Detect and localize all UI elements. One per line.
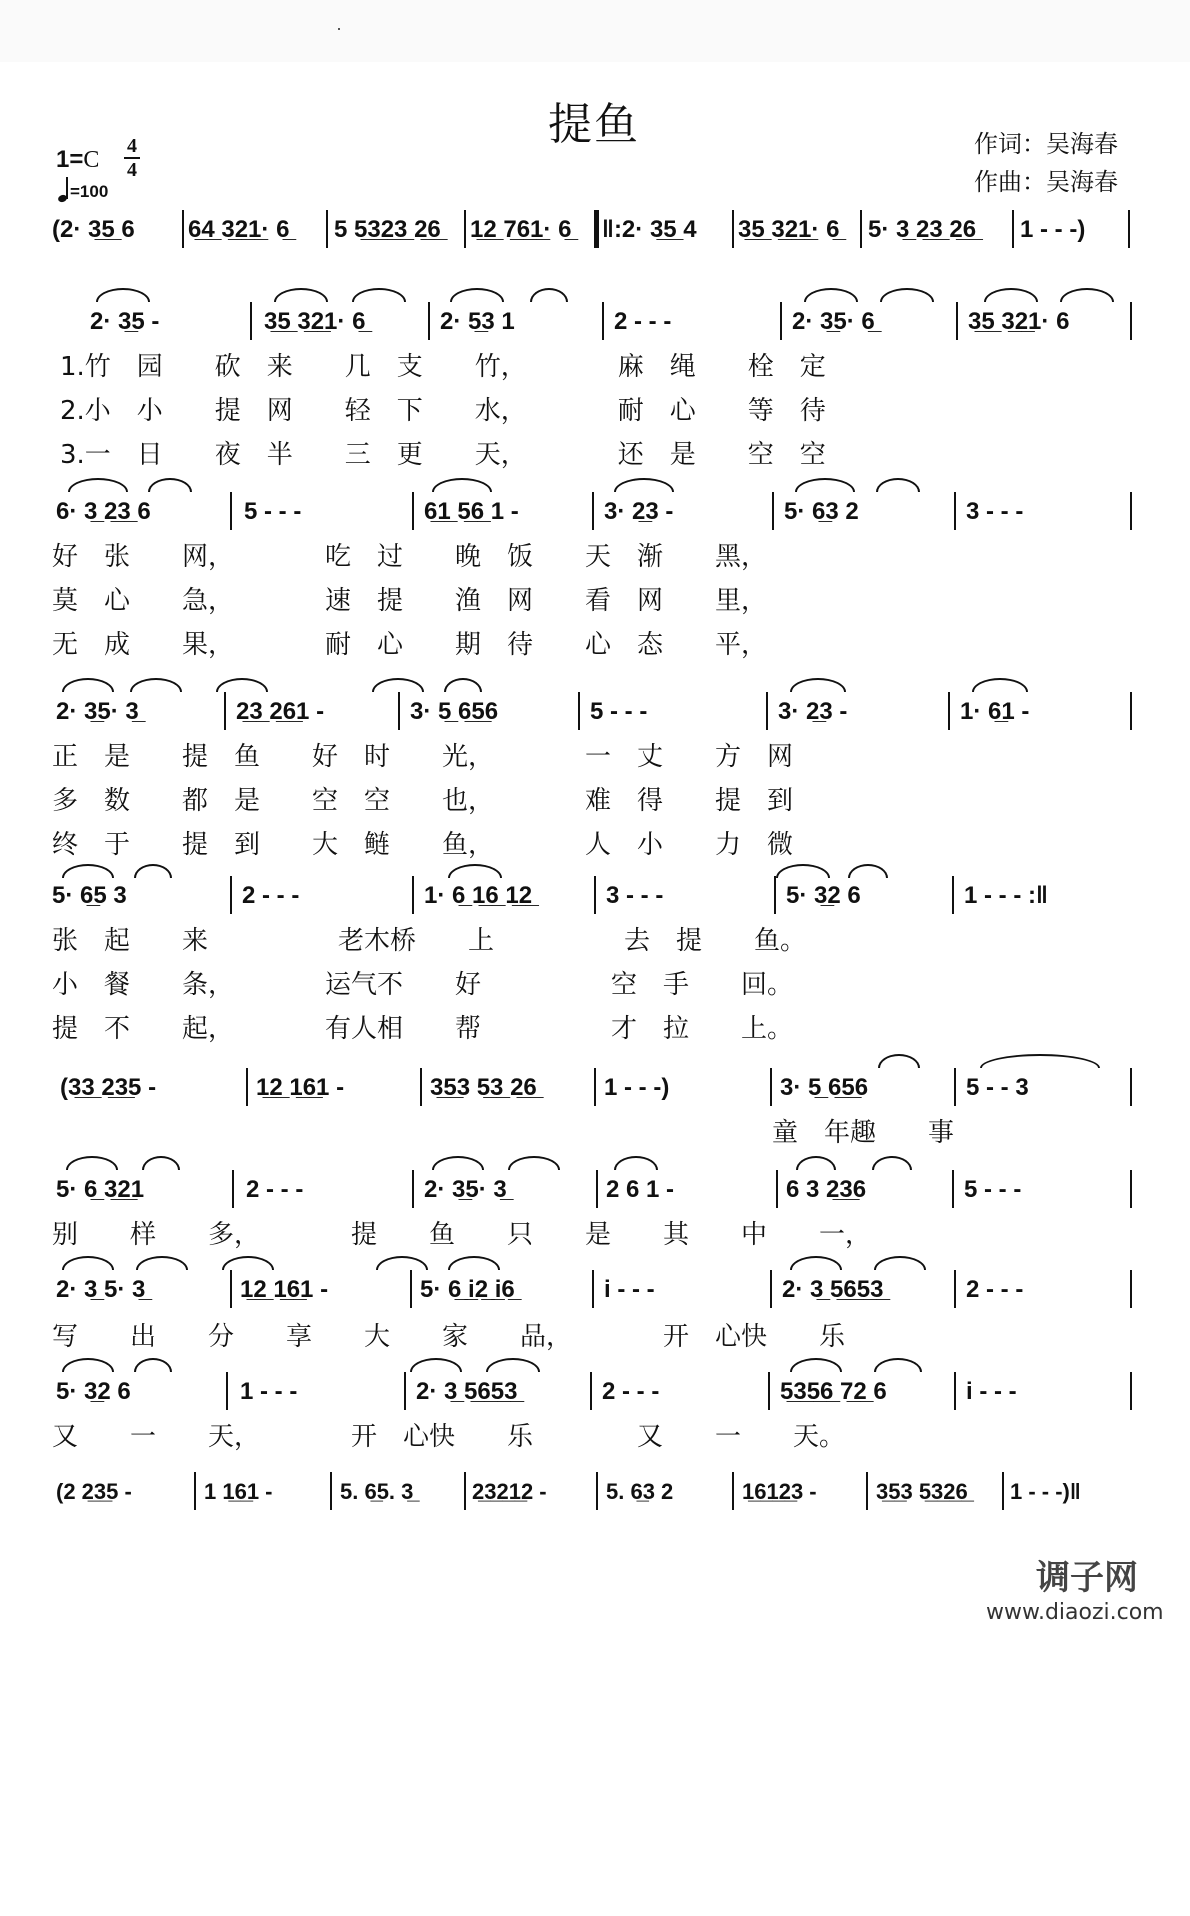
barline: [732, 210, 734, 248]
slur: [878, 1054, 920, 1068]
measure: (2· 3̲5̲ 6: [52, 216, 135, 243]
measure: 2 6 1 -: [606, 1176, 675, 1203]
notes-row: [0, 212, 1086, 248]
barline: [594, 1068, 596, 1106]
slur: [804, 288, 858, 302]
composer-credit: 作曲：吴海春: [974, 168, 1118, 196]
slur: [486, 1358, 540, 1372]
barline: [398, 692, 400, 730]
barline: [592, 492, 594, 530]
barline: [1130, 1068, 1132, 1106]
barline: [230, 1270, 232, 1308]
barline: [952, 1170, 954, 1208]
measure: 2̲3̲2̲1̲2 -: [472, 1479, 547, 1504]
top-margin-band: [0, 0, 1190, 62]
barline: [952, 876, 954, 914]
watermark-site-name: 调子网: [1036, 1558, 1138, 1598]
measure: 3 - - -: [606, 882, 664, 909]
tempo-marking: [58, 178, 108, 202]
barline: [1012, 210, 1014, 248]
slur: [148, 478, 192, 492]
slur: [614, 478, 674, 492]
quarter-note-icon: [58, 178, 70, 202]
barline: [412, 1170, 414, 1208]
measure: 1 - - - :‖: [964, 882, 1048, 909]
measure: i - - -: [966, 1378, 1017, 1405]
time-sig-top: 4: [127, 135, 137, 157]
barline: [602, 302, 604, 340]
barline: [768, 1372, 770, 1410]
barline: [866, 1472, 868, 1510]
measure: 1̲2̲ 1̲6̲1 -: [240, 1276, 329, 1303]
barline: [428, 302, 430, 340]
lyric-line: 写 出 分 享 大 家 品， 开 心快 乐: [52, 1322, 846, 1352]
key-signature: [56, 146, 99, 174]
barline: [954, 492, 956, 530]
slur: [136, 1256, 188, 1270]
measure: (3̲3̲ 2̲3̲5 -: [60, 1074, 157, 1101]
slur: [66, 1156, 118, 1170]
watermark-url: www.diaozi.com: [986, 1600, 1164, 1625]
measure: 3̲5̲ 3̲2̲1· 6̲: [264, 308, 366, 335]
barline: [230, 876, 232, 914]
barline: [194, 1472, 196, 1510]
barline: [732, 1472, 734, 1510]
measure: 2· 3̲ 5̲6̲5̲3̲: [416, 1378, 518, 1405]
slur: [450, 288, 504, 302]
barline: [766, 692, 768, 730]
slur: [776, 864, 830, 878]
slur: [448, 1256, 500, 1270]
measure: 6 3 2̲3̲6: [786, 1176, 867, 1203]
slur: [530, 288, 568, 302]
barline: [948, 692, 950, 730]
lyricist-credit: 作词：吴海春: [974, 130, 1118, 158]
measure: 2· 3̲5· 3̲: [56, 698, 139, 725]
slur: [872, 1156, 912, 1170]
slur: [984, 288, 1038, 302]
barline: [1130, 492, 1132, 530]
measure: 2· 3̲5· 3̲: [424, 1176, 507, 1203]
slur: [352, 288, 406, 302]
notes-row: [0, 1474, 1081, 1510]
measure: 1̲6̲1̲2̲3 -: [742, 1479, 817, 1504]
measure: 2 - - -: [966, 1276, 1024, 1303]
lyric-verse-1: 正 是 提 鱼 好 时 光， 一 丈 方 网: [52, 742, 794, 772]
measure: 1· 6̲ 1̲6̲ 1̲2̲: [424, 882, 533, 909]
slur: [874, 1256, 926, 1270]
barline: [230, 492, 232, 530]
barline: [420, 1068, 422, 1106]
slur: [790, 678, 846, 692]
lyric-verse-1: 张 起 来 老木桥 上 去 提 鱼。: [52, 926, 807, 956]
slur: [376, 1256, 428, 1270]
scan-dot: [338, 28, 340, 30]
slur: [790, 1358, 842, 1372]
barline: [1130, 1170, 1132, 1208]
barline: [592, 1270, 594, 1308]
tempo-value: =100: [70, 182, 109, 201]
notes-row: [0, 1172, 1022, 1208]
barline: [770, 1270, 772, 1308]
time-signature: [124, 136, 140, 180]
slur: [96, 288, 150, 302]
barline: [226, 1372, 228, 1410]
measure: 5· 6̲ i̲2̲ i̲6̲: [420, 1276, 515, 1303]
notes-row: [0, 1272, 1024, 1308]
slur: [134, 864, 172, 878]
notes-row: [0, 1374, 1017, 1410]
lyric-verse-2: 莫 心 急， 速 提 渔 网 看 网 里，: [52, 586, 768, 616]
barline: [1130, 1270, 1132, 1308]
slur: [790, 1256, 842, 1270]
barline: [596, 1170, 598, 1208]
barline: [860, 210, 862, 248]
measure: 6̲4̲ 3̲2̲1̲· 6̲: [188, 216, 290, 243]
measure: 5· 6̲ 3̲2̲1: [56, 1176, 145, 1203]
measure: 3· 5̲ 6̲5̲6: [410, 698, 499, 725]
slur: [142, 1156, 180, 1170]
barline: [232, 1170, 234, 1208]
barline: [780, 302, 782, 340]
measure: 2· 3̲ 5· 3̲: [56, 1276, 146, 1303]
barline: [1130, 692, 1132, 730]
slur: [62, 864, 114, 878]
measure: 3 - - -: [966, 498, 1024, 525]
barline: [590, 1372, 592, 1410]
barline: [410, 1270, 412, 1308]
slur: [62, 1256, 114, 1270]
slur: [372, 678, 424, 692]
measure: 2· 3̲5· 6̲: [792, 308, 875, 335]
barline: [594, 876, 596, 914]
barline: [772, 492, 774, 530]
repeat-start-barline: [594, 210, 599, 248]
measure: 5 - - 3: [966, 1074, 1029, 1101]
barline: [1002, 1472, 1004, 1510]
barline: [326, 210, 328, 248]
slur: [448, 864, 502, 878]
barline: [464, 1472, 466, 1510]
measure: 2 - - -: [242, 882, 300, 909]
slur: [795, 478, 855, 492]
barline: [1130, 302, 1132, 340]
barline: [404, 1372, 406, 1410]
slur: [874, 1358, 922, 1372]
measure: 3· 2̲3 -: [778, 698, 848, 725]
measure: 6̲1̲ 5̲6̲ 1 -: [424, 498, 519, 525]
measure: 3̲5̲3 5̲3̲ 2̲6̲: [430, 1074, 537, 1101]
lyric-verse-1: 1.竹 园 砍 来 几 支 竹， 麻 绳 栓 定: [60, 352, 826, 382]
barline: [464, 210, 466, 248]
barline: [182, 210, 184, 248]
slur: [130, 678, 182, 692]
barline: [246, 1068, 248, 1106]
measure: 5. 6̲3 2: [606, 1479, 674, 1504]
key-tonic: 1: [56, 146, 70, 173]
time-sig-bottom: 4: [127, 159, 137, 181]
lyric-verse-3: 3.一 日 夜 半 三 更 天， 还 是 空 空: [60, 440, 826, 470]
measure: 2̲3̲ 2̲6̲1 -: [236, 698, 325, 725]
slur: [410, 1358, 462, 1372]
measure: 3· 2̲3 -: [604, 498, 674, 525]
slur: [876, 478, 920, 492]
lyric-verse-3: 终 于 提 到 大 鲢 鱼， 人 小 力 微: [52, 830, 794, 860]
barline: [956, 302, 958, 340]
measure: 5· 3̲2 6: [56, 1378, 131, 1405]
slur: [796, 1156, 836, 1170]
barline: [596, 1472, 598, 1510]
slur: [134, 1358, 172, 1372]
lyric-line: 别 样 多， 提 鱼 只 是 其 中 一，: [52, 1220, 872, 1250]
measure: 2· 5̲3 1: [440, 308, 515, 335]
notes-row: [0, 304, 1070, 340]
slur: [972, 678, 1028, 692]
measure: 5· 3̲ 2̲3̲ 2̲6̲: [868, 216, 977, 243]
key-equals: =: [69, 146, 84, 173]
barline: [224, 692, 226, 730]
measure: 2 - - -: [602, 1378, 660, 1405]
slur: [62, 1358, 114, 1372]
measure: 5· 6̲5 3: [52, 882, 127, 909]
slur: [62, 678, 114, 692]
lyric-verse-1: 好 张 网， 吃 过 晚 饭 天 渐 黑，: [52, 542, 768, 572]
measure: 3̲5̲ 3̲2̲1· 6: [968, 308, 1070, 335]
slur: [880, 288, 934, 302]
barline: [578, 692, 580, 730]
barline: [776, 1170, 778, 1208]
measure: 2· 3̲5 -: [90, 308, 160, 335]
slur: [432, 1156, 484, 1170]
slur: [848, 864, 888, 878]
barline: [330, 1472, 332, 1510]
barline: [954, 1372, 956, 1410]
slur: [216, 678, 268, 692]
measure: 3· 5̲ 6̲5̲6: [780, 1074, 869, 1101]
measure: 5 5̲3̲2̲3̲ 2̲6̲: [334, 216, 441, 243]
measure: 1̲2̲ 1̲6̲1 -: [256, 1074, 345, 1101]
measure: ‖:2· 3̲5̲ 4: [602, 216, 697, 243]
measure: 2 - - -: [246, 1176, 304, 1203]
lyric-verse-2: 2.小 小 提 网 轻 下 水， 耐 心 等 待: [60, 396, 826, 426]
measure: 5̲3̲5̲6̲ 7̲2̲ 6: [780, 1378, 887, 1405]
measure: (2 2̲3̲5 -: [56, 1479, 132, 1504]
slur: [432, 478, 492, 492]
measure: 2· 3̲ 5̲6̲5̲3̲: [782, 1276, 884, 1303]
measure: 1 - - -)‖: [1010, 1479, 1081, 1504]
barline: [770, 1068, 772, 1106]
slur: [274, 288, 328, 302]
barline: [1128, 210, 1130, 248]
measure: 1̲2̲ 7̲6̲1̲· 6̲: [470, 216, 572, 243]
slur: [222, 1256, 274, 1270]
notes-row: [0, 878, 1048, 914]
lyric-verse-3: 提 不 起， 有人相 帮 才 拉 上。: [52, 1014, 794, 1044]
measure: 1 - - -: [240, 1378, 298, 1405]
barline: [954, 1270, 956, 1308]
slur: [980, 1054, 1100, 1068]
notes-row: [0, 694, 1030, 730]
slur: [614, 1156, 658, 1170]
measure: 5 - - -: [964, 1176, 1022, 1203]
notes-row: [0, 494, 1024, 530]
measure: 1· 6̲1 -: [960, 698, 1030, 725]
lyric-bridge: 童 年趣 事: [772, 1118, 955, 1148]
lyric-line: 又 一 天， 开 心快 乐 又 一 天。: [52, 1422, 846, 1452]
barline: [412, 492, 414, 530]
measure: 5 - - -: [590, 698, 648, 725]
slur: [444, 678, 482, 692]
measure: 3̲5̲ 3̲2̲1̲· 6̲: [738, 216, 840, 243]
barline: [1130, 1372, 1132, 1410]
lyric-verse-2: 多 数 都 是 空 空 也， 难 得 提 到: [52, 786, 794, 816]
measure: 6· 3̲ 2̲3̲ 6: [56, 498, 151, 525]
measure: 5 - - -: [244, 498, 302, 525]
barline: [954, 1068, 956, 1106]
measure: 1 - - -): [604, 1074, 670, 1101]
measure: 5· 6̲3 2: [784, 498, 859, 525]
measure: 5. 6̲5. 3̲: [340, 1479, 414, 1504]
slur: [508, 1156, 560, 1170]
measure: 2 - - -: [614, 308, 672, 335]
song-title: 提鱼: [548, 99, 640, 150]
notes-row: [0, 1070, 1029, 1106]
lyric-verse-3: 无 成 果， 耐 心 期 待 心 态 平，: [52, 630, 768, 660]
slur: [68, 478, 128, 492]
measure: 1 1̲6̲1 -: [204, 1479, 273, 1504]
measure: 5· 3̲2 6: [786, 882, 861, 909]
lyric-verse-2: 小 餐 条， 运气不 好 空 手 回。: [52, 970, 794, 1000]
barline: [774, 876, 776, 914]
barline: [250, 302, 252, 340]
measure: 3̲5̲3 5̲3̲2̲6̲: [876, 1479, 968, 1504]
key-letter: C: [83, 147, 100, 173]
measure: i - - -: [604, 1276, 655, 1303]
slur: [1060, 288, 1114, 302]
barline: [412, 876, 414, 914]
measure: 1 - - -): [1020, 216, 1086, 243]
